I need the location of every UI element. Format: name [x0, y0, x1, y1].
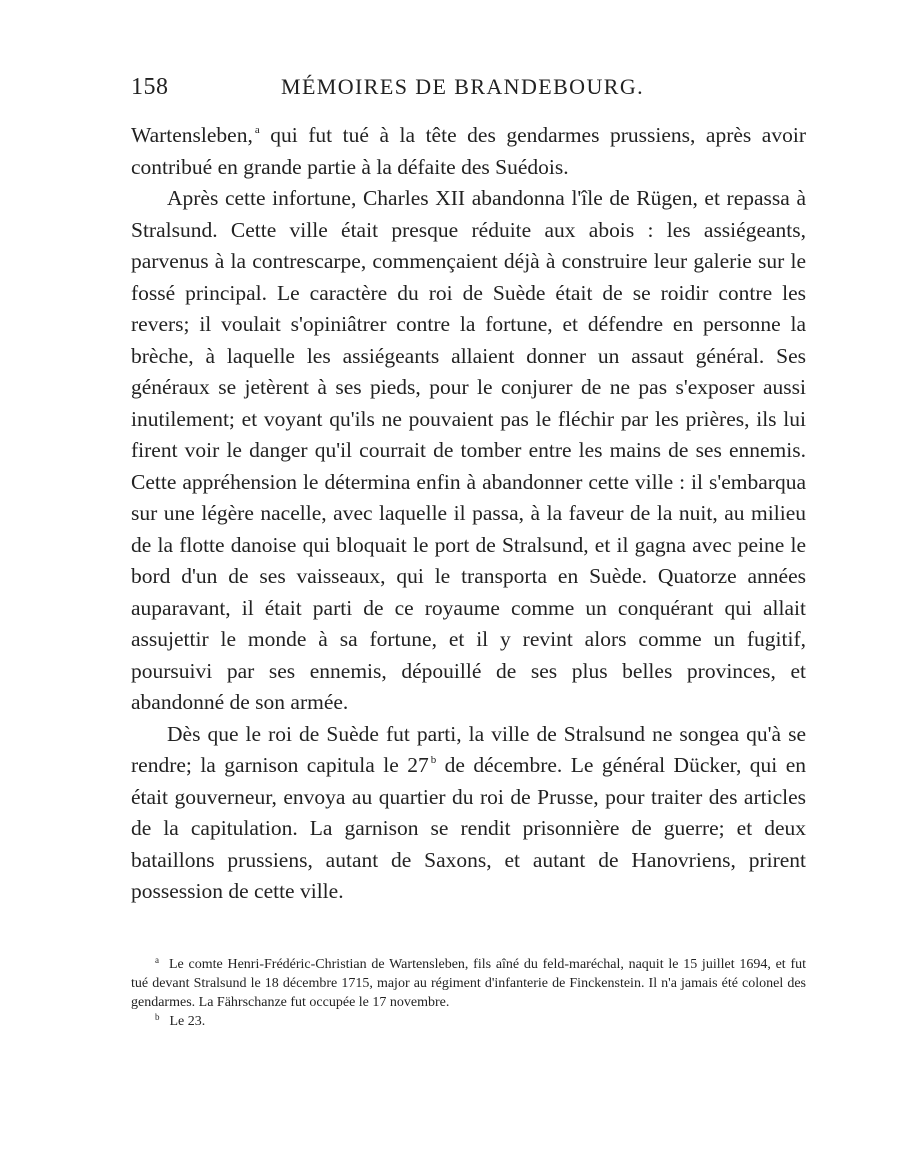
- paragraph-continued: [131, 120, 806, 183]
- paragraph-1-text-end: qui fut tué à la tête des gendarmes prussiens, après avoir contribué en grande partie à la défaite des Suédois.: [131, 123, 806, 179]
- page-number: 158: [131, 74, 169, 100]
- footnote-text: Le 23.: [169, 1014, 206, 1029]
- footnote-a: [131, 955, 806, 1012]
- paragraph-3-text-end: de décembre. Le général Dücker, qui en était gouverneur, envoya au quartier du roi de Prusse, pour traiter des articles de la capitulation. La garnison se rendit prisonnière de guerre; et deux bataillons prussiens, autant de Saxons, et autant de Hanovriens, prirent possession de cette ville.: [131, 753, 806, 903]
- paragraph-3: [131, 719, 806, 908]
- footnote-reference-b: b: [430, 754, 437, 766]
- footnotes: [131, 955, 806, 1031]
- paragraph-1-text-start: Wartensleben,: [131, 123, 253, 147]
- main-text: [131, 120, 806, 908]
- running-head: [131, 74, 806, 110]
- footnote-mark: b: [155, 1012, 160, 1022]
- footnote-mark: a: [155, 955, 159, 965]
- footnote-text: Le comte Henri-Frédéric-Christian de Wartensleben, fils aîné du feld-maréchal, naquit le 15 juillet 1694, et fut tué devant Stralsund le 18 décembre 1715, major au régiment d'infanterie de Finckenstein. Il n'a jamais été colonel des gendarmes. La Fährschanze fut occupée le 17 novembre.: [131, 957, 806, 1010]
- footnote-reference-a: a: [254, 124, 260, 136]
- running-title: MÉMOIRES DE BRANDEBOURG.: [281, 74, 645, 99]
- paragraph-3-text-start: Dès que le roi de Suède fut parti, la ville de Stralsund ne songea qu'à se rendre; la garnison capitula le 27: [131, 721, 806, 777]
- paragraph-2: Après cette infortune, Charles XII abandonna l'île de Rügen, et repassa à Stralsund. Cette ville était presque réduite aux abois : les assiégeants, parvenus à la contrescarpe, commençaient déjà à construire leur galerie sur le fossé principal. Le caractère du roi de Suède était de se roidir contre les revers; il voulait s'opiniâtrer contre la fortune, et défendre en personne la brèche, à laquelle les assiégeants allaient donner un assaut général. Ses généraux se jetèrent à ses pieds, pour le conjurer de ne pas s'exposer aussi inutilement; et voyant qu'ils ne pouvaient pas le fléchir par les prières, ils lui firent voir le danger qu'il courrait de tomber entre les mains de ses ennemis. Cette appréhension le détermina enfin à abandonner cette ville : il s'embarqua sur une légère nacelle, avec laquelle il passa, à la faveur de la nuit, au milieu de la flotte danoise qui bloquait le port de Stralsund, et il gagna avec peine le bord d'un de ses vaisseaux, qui le transporta en Suède. Quatorze années auparavant, il était parti de ce royaume comme un conquérant qui allait assujettir le monde à sa fortune, et il y revint alors comme un fugitif, poursuivi par ses ennemis, dépouillé de ses plus belles provinces, et abandonné de son armée.: [131, 186, 806, 714]
- footnote-b: [131, 1012, 806, 1031]
